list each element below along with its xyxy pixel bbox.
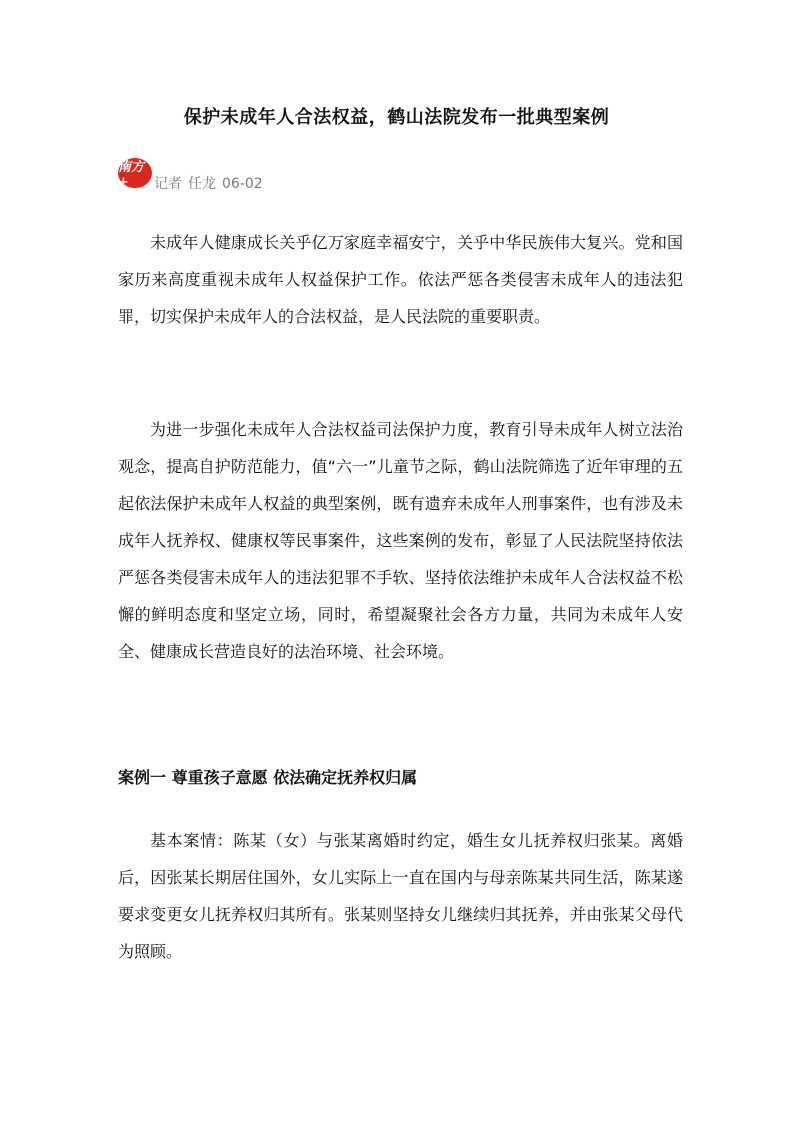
byline [118, 162, 269, 194]
publish-date: 06-02 [222, 176, 263, 192]
article-title: 保护未成年人合法权益，鹤山法院发布一批典型案例 [183, 107, 610, 128]
byline-text [154, 174, 269, 194]
case-one-facts: 基本案情：陈某（女）与张某离婚时约定，婚生女儿抚养权归张某。离婚后，因张某长期居住国外，女儿实际上一直在国内与母亲陈某共同生活，陈某遂要求变更女儿抚养权归其所有。张某则坚持女儿继续归其抚养，并由张某父母代为照顾。 [118, 831, 683, 961]
paragraph-intro: 未成年人健康成长关乎亿万家庭幸福安宁，关乎中华民族伟大复兴。党和国家历来高度重视未成年人权益保护工作。依法严惩各类侵害未成年人的违法犯罪，切实保护未成年人的合法权益，是人民法院的重要职责。 [118, 233, 683, 326]
case-one-heading: 案例一 尊重孩子意愿 依法确定抚养权归属 [118, 768, 418, 787]
paragraph-purpose: 为进一步强化未成年人合法权益司法保护力度，教育引导未成年人树立法治观念，提高自护防范能力，值“六一”儿童节之际，鹤山法院筛选了近年审理的五起依法保护未成年人权益的典型案例，既有遗弃未成年人刑事案件，也有涉及未成年人抚养权、健康权等民事案件，这些案例的发布，彰显了人民法院坚持依法严惩各类侵害未成年人的违法犯罪不手软、坚持依法维护未成年人合法权益不松懈的鲜明态度和坚定立场，同时，希望凝聚社会各方力量，共同为未成年人安全、健康成长营造良好的法治环境、社会环境。 [118, 420, 683, 661]
reporter-label: 记者 [154, 176, 182, 192]
nanfang-plus-logo-icon: 南方+ [118, 158, 152, 188]
reporter-name: 任龙 [188, 176, 216, 192]
